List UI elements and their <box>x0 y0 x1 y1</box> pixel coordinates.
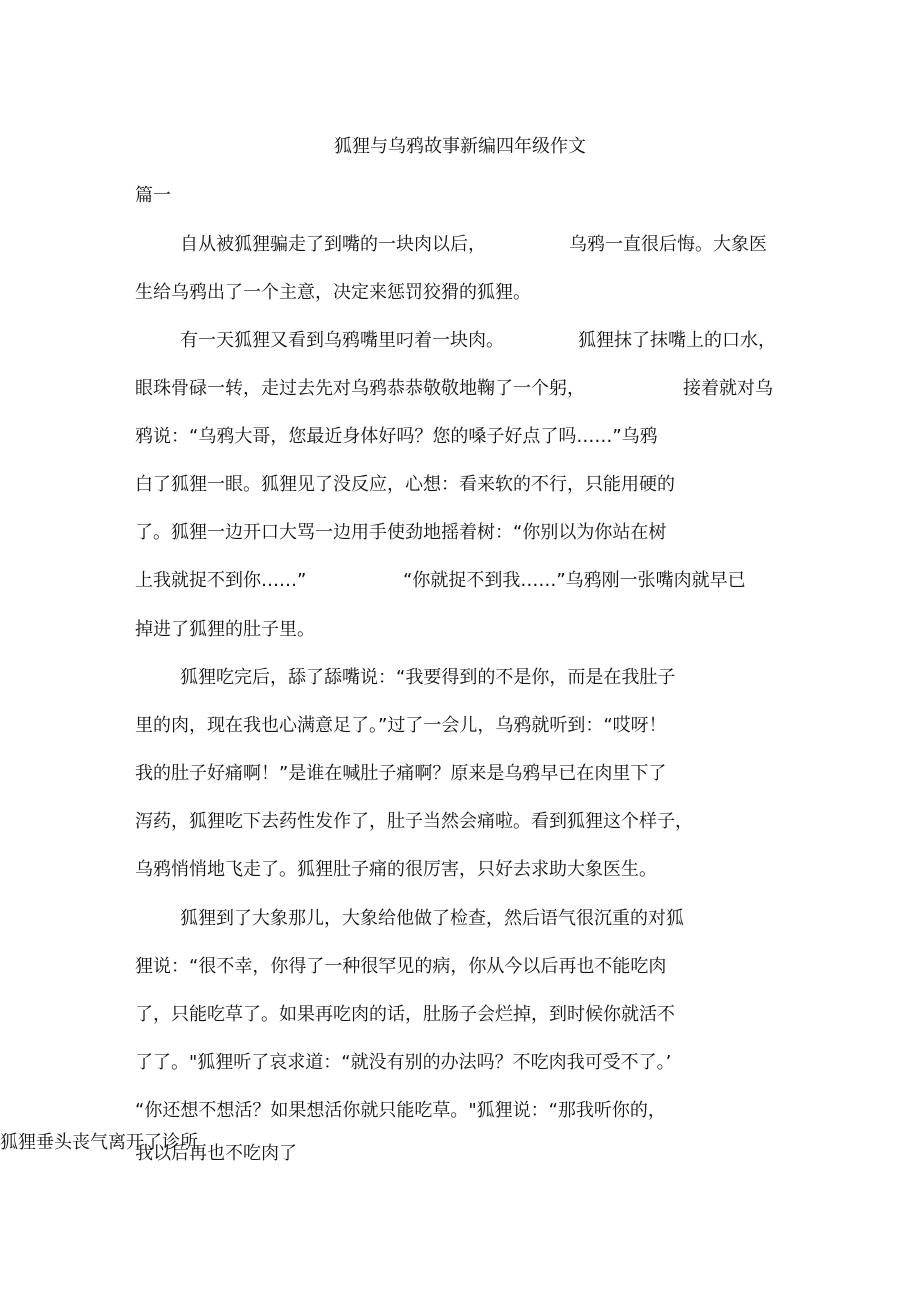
paragraph-1-line-2: 生给乌鸦出了一个主意，决定来惩罚狡猾的狐狸。 <box>135 282 531 303</box>
paragraph-1-line-1-left: 自从被狐狸骗走了到嘴的一块肉以后， <box>180 234 486 255</box>
paragraph-3-line-5: 乌鸦悄悄地飞走了。狐狸肚子痛的很厉害，只好去求助大象医生。 <box>135 859 657 880</box>
paragraph-4-line-3: 了，只能吃草了。如果再吃肉的话，肚肠子会烂掉，到时候你就活不 <box>135 1004 675 1025</box>
paragraph-3-line-3: 我的肚子好痛啊！”是谁在喊肚子痛啊？原来是乌鸦早已在肉里下了 <box>135 763 667 784</box>
paragraph-2-line-3: 鸦说：“乌鸦大哥，您最近身体好吗？您的嗓子好点了吗……”乌鸦 <box>135 426 658 447</box>
paragraph-3-line-4: 泻药，狐狸吃下去药性发作了，肚子当然会痛啦。看到狐狸这个样子， <box>135 811 693 832</box>
paragraph-2-line-2-right: 接着就对乌 <box>683 378 773 399</box>
paragraph-2-line-1-left: 有一天狐狸又看到乌鸦嘴里叼着一块肉。 <box>180 330 504 351</box>
document-title: 狐狸与乌鸦故事新编四年级作文 <box>334 136 586 157</box>
paragraph-4-line-5: “你还想不想活？如果想活你就只能吃草。"狐狸说：“那我听你的， <box>135 1100 666 1121</box>
paragraph-3-line-1: 狐狸吃完后，舔了舔嘴说：“我要得到的不是你，而是在我肚子 <box>180 667 676 688</box>
paragraph-2-line-4: 白了狐狸一眼。狐狸见了没反应，心想：看来软的不行，只能用硬的 <box>135 474 675 495</box>
paragraph-1-line-1-right: 乌鸦一直很后悔。大象医 <box>569 234 767 255</box>
section-label: 篇一 <box>135 185 171 206</box>
paragraph-2-line-5: 了。狐狸一边开口大骂一边用手使劲地摇着树：“你别以为你站在树 <box>135 522 667 543</box>
paragraph-4-line-1: 狐狸到了大象那儿，大象给他做了检查，然后语气很沉重的对狐 <box>180 908 684 929</box>
paragraph-4-line-2: 狸说：“很不幸，你得了一种很罕见的病，你从今以后再也不能吃肉 <box>135 956 667 977</box>
paragraph-4-line-4: 了了。"狐狸听了哀求道：“就没有别的办法吗？不吃肉我可受不了。’ <box>135 1052 672 1073</box>
paragraph-2-line-2-left: 眼珠骨碌一转，走过去先对乌鸦恭恭敬敬地鞠了一个躬， <box>135 378 585 399</box>
paragraph-2-line-1-right: 狐狸抹了抹嘴上的口水， <box>578 330 776 351</box>
paragraph-3-line-2: 里的肉，现在我也心满意足了。”过了一会儿，乌鸦就听到：“哎呀！ <box>135 715 667 736</box>
paragraph-4-line-6: 我以后再也不吃肉了 <box>135 1143 297 1164</box>
paragraph-2-line-6-right: “你就捉不到我……”乌鸦刚一张嘴肉就早已 <box>403 570 746 591</box>
paragraph-2-line-7: 掉进了狐狸的肚子里。 <box>135 619 315 640</box>
overlapping-text-line: 狐狸垂头丧气离开了诊所 <box>0 1132 198 1153</box>
paragraph-2-line-6-left: 上我就捉不到你……” <box>135 570 307 591</box>
